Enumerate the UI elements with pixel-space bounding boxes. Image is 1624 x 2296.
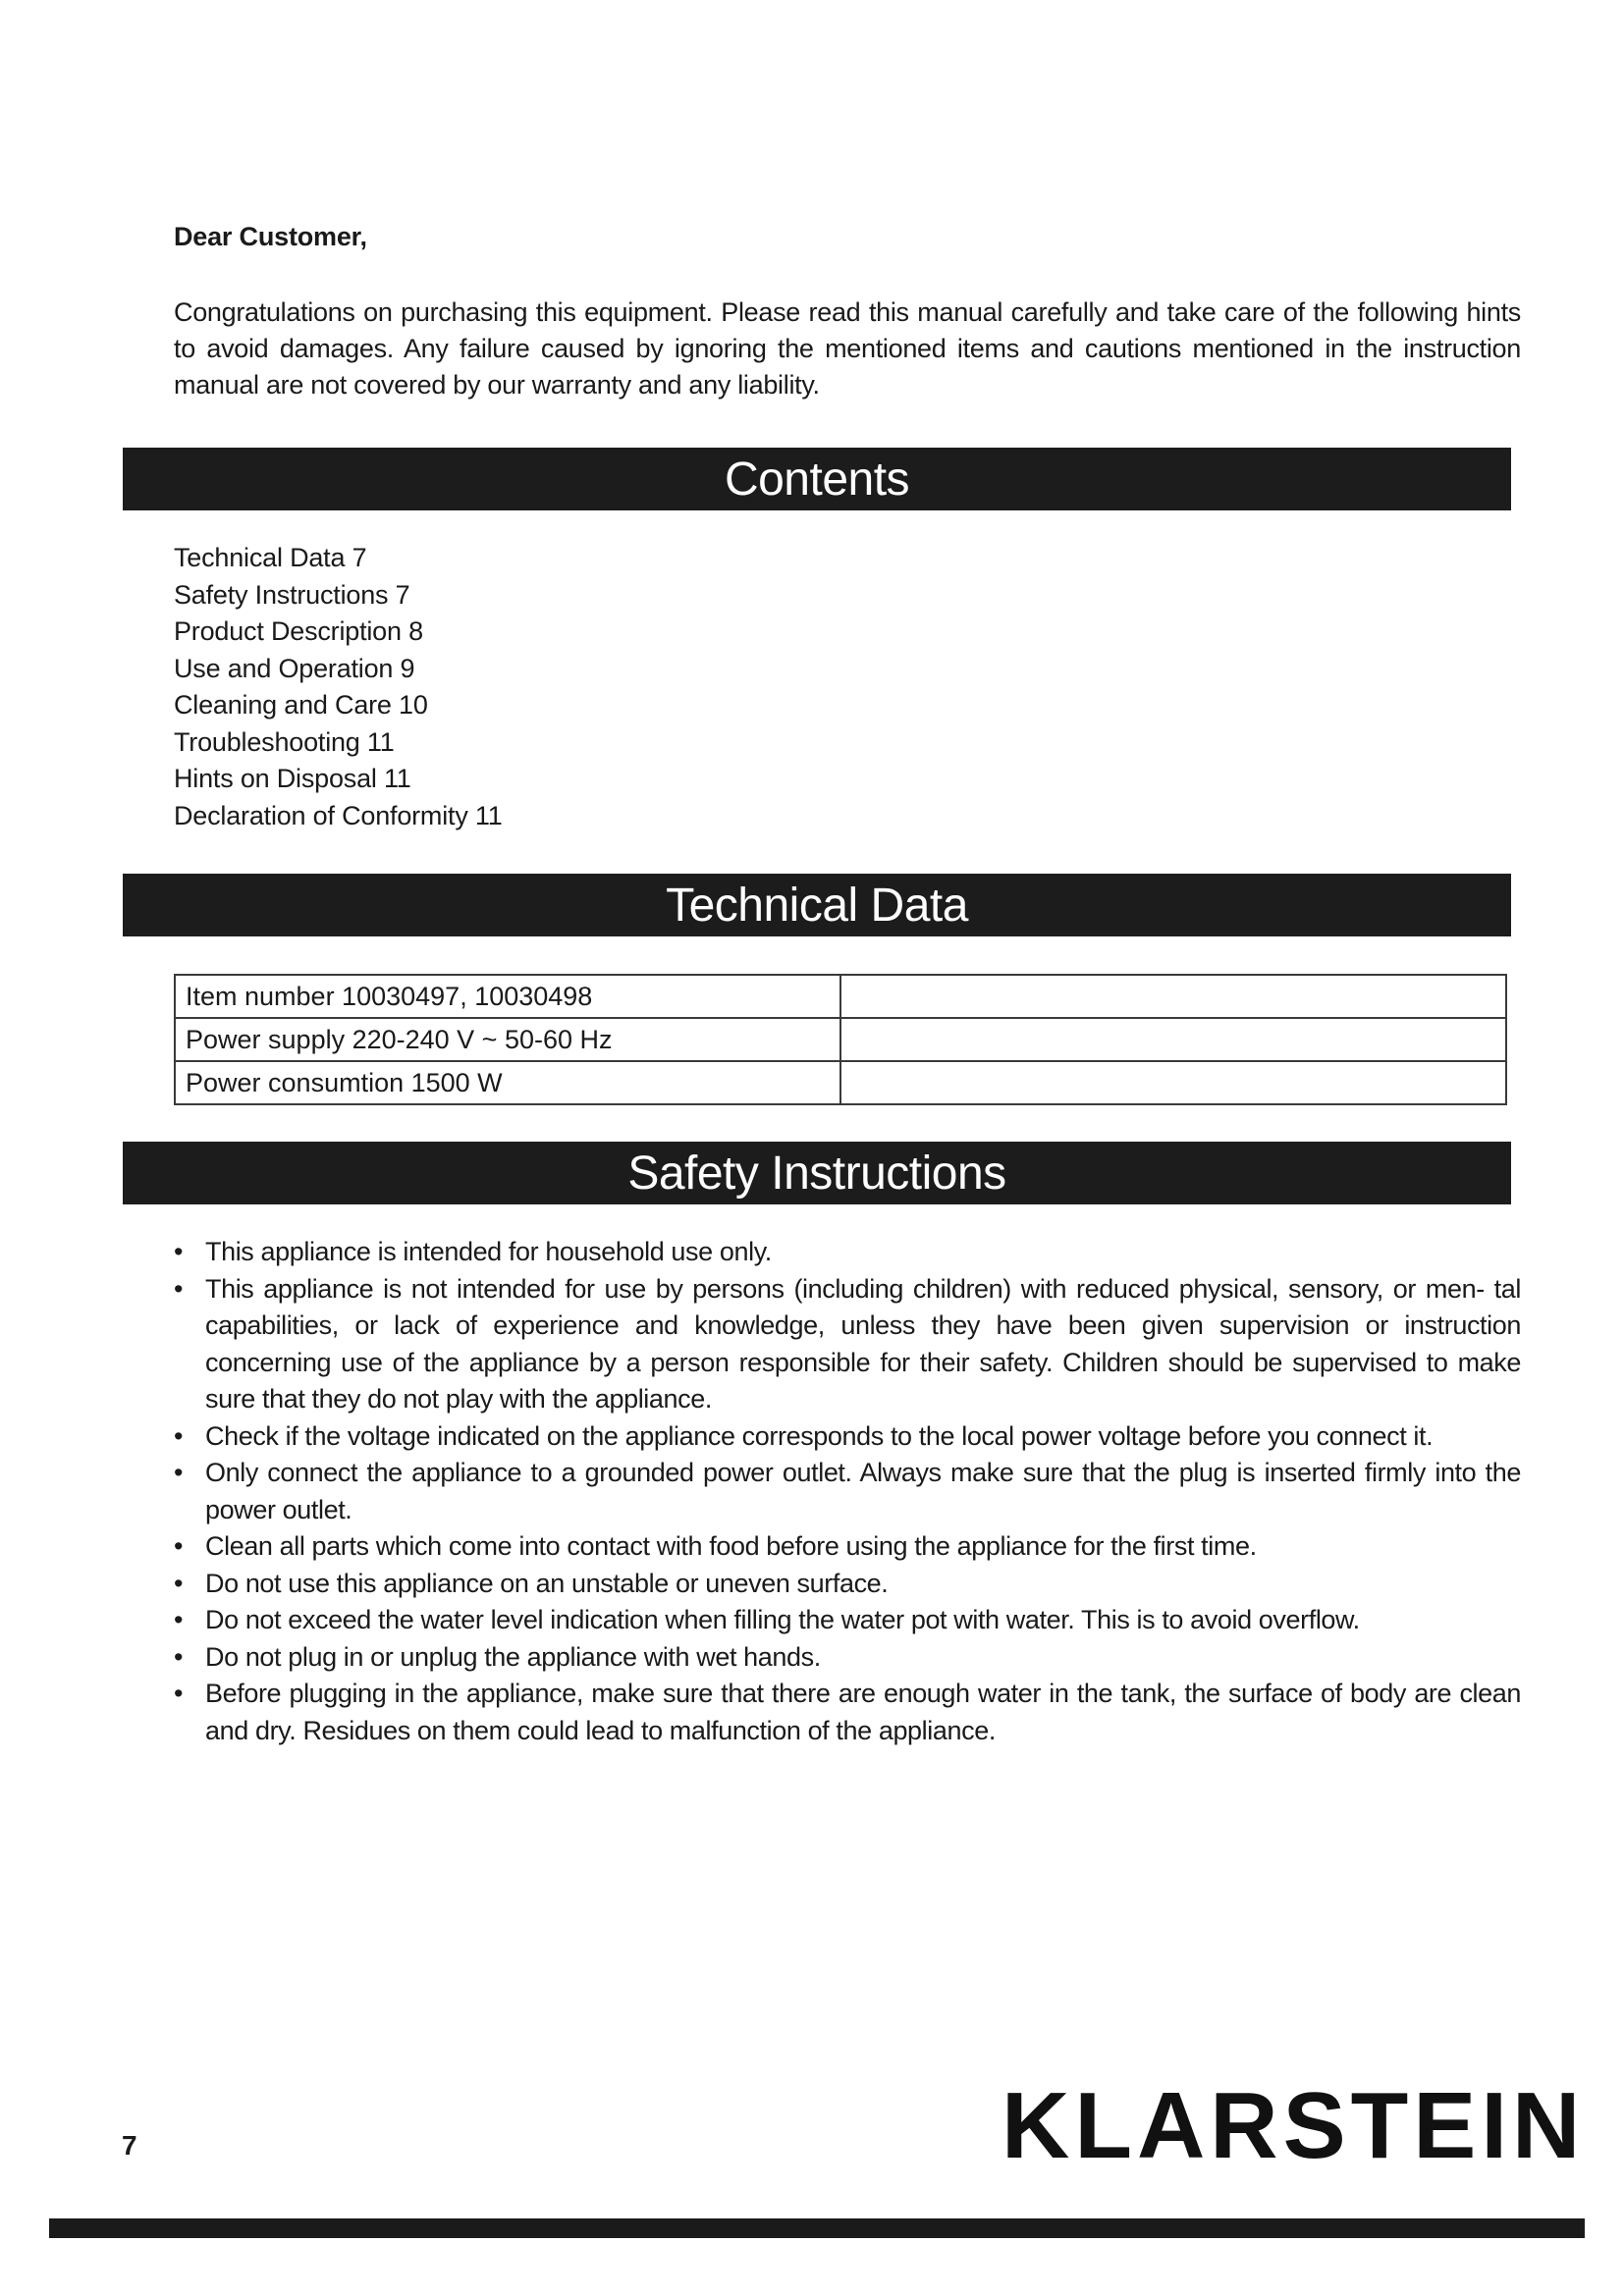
bullet-icon: •	[174, 1605, 184, 1634]
contents-item: Hints on Disposal 11	[174, 764, 411, 793]
table-cell: Power supply 220-240 V ~ 50-60 Hz	[175, 1018, 840, 1061]
bullet-icon: •	[174, 1420, 184, 1451]
contents-item: Use and Operation 9	[174, 653, 415, 683]
list-item-text: Do not exceed the water level indication when filling the water pot with water. This is to avoid overflow.	[205, 1605, 1360, 1634]
list-item-text: Only connect the appliance to a grounded power outlet. Always make sure that the plug is inserted firmly into the power outlet.	[205, 1458, 1521, 1524]
list-item-text: Clean all parts which come into contact with food before using the appliance for the first time.	[205, 1531, 1257, 1561]
table-row	[175, 1061, 1506, 1104]
contents-item: Declaration of Conformity 11	[174, 800, 503, 830]
footer-bar	[49, 2218, 1585, 2238]
list-item-text: Do not plug in or unplug the appliance with wet hands.	[205, 1641, 821, 1672]
contents-list	[174, 540, 503, 834]
technical-data-title: Technical Data	[666, 879, 968, 932]
list-item-text: Do not use this appliance on an unstable or uneven surface.	[205, 1568, 889, 1598]
list-item-text: This appliance is intended for household use only.	[205, 1237, 772, 1266]
contents-item: Safety Instructions 7	[174, 579, 410, 610]
list-item	[174, 1676, 1521, 1749]
safety-header-bar	[123, 1142, 1511, 1204]
contents-item: Technical Data 7	[174, 543, 367, 572]
table-row	[175, 1018, 1506, 1061]
technical-data-table	[174, 974, 1507, 1105]
contents-item: Cleaning and Care 10	[174, 690, 428, 720]
contents-item: Product Description 8	[174, 616, 423, 646]
table-row	[175, 975, 1506, 1018]
list-item	[174, 1639, 1521, 1677]
bullet-icon: •	[174, 1458, 184, 1487]
bullet-icon: •	[174, 1273, 184, 1304]
list-item-text: Before plugging in the appliance, make sure that there are enough water in the tank, the surface of body are clean and dry. Residues on them could lead to malfunction of the appliance.	[205, 1679, 1521, 1745]
list-item	[174, 1271, 1521, 1418]
intro-paragraph: Congratulations on purchasing this equipment. Please read this manual carefully and take care of the following hints to avoid damages. Any failure caused by ignoring the mentioned items and cautions mentioned in the instruction manual are not covered by our warranty and any liability.	[174, 297, 1521, 400]
page-number: 7	[122, 2130, 137, 2161]
table-cell: Item number 10030497, 10030498	[175, 975, 840, 1018]
table-cell	[840, 1018, 1506, 1061]
bullet-icon: •	[174, 1568, 184, 1598]
contents-item: Troubleshooting 11	[174, 726, 395, 757]
bullet-icon: •	[174, 1531, 184, 1561]
list-item	[174, 1455, 1521, 1528]
bullet-icon: •	[174, 1237, 184, 1266]
table-cell: Power consumtion 1500 W	[175, 1061, 840, 1104]
technical-data-header-bar	[123, 874, 1511, 936]
brand-logo: KLARSTEIN	[1001, 2073, 1586, 2178]
safety-title: Safety Instructions	[627, 1147, 1006, 1200]
list-item	[174, 1602, 1521, 1639]
list-item	[174, 1566, 1521, 1603]
bullet-icon: •	[174, 1641, 184, 1672]
list-item-text: Check if the voltage indicated on the appliance corresponds to the local power voltage before you connect it.	[205, 1420, 1434, 1451]
list-item	[174, 1528, 1521, 1566]
contents-header-bar	[123, 448, 1511, 510]
safety-list	[174, 1234, 1521, 1749]
list-item	[174, 1418, 1521, 1456]
table-cell	[840, 975, 1506, 1018]
list-item-text: This appliance is not intended for use by persons (including children) with reduced physical, sensory, or men- tal capabilities, or lack of experience and knowledge, unless they have been given supervision or instruction concerning use of the appliance by a person responsible for their safety. Children should be supervised to make sure that they do not play with the appliance.	[205, 1273, 1521, 1414]
greeting: Dear Customer,	[174, 222, 367, 251]
table-cell	[840, 1061, 1506, 1104]
list-item	[174, 1234, 1521, 1271]
bullet-icon: •	[174, 1679, 184, 1708]
contents-title: Contents	[724, 453, 910, 506]
